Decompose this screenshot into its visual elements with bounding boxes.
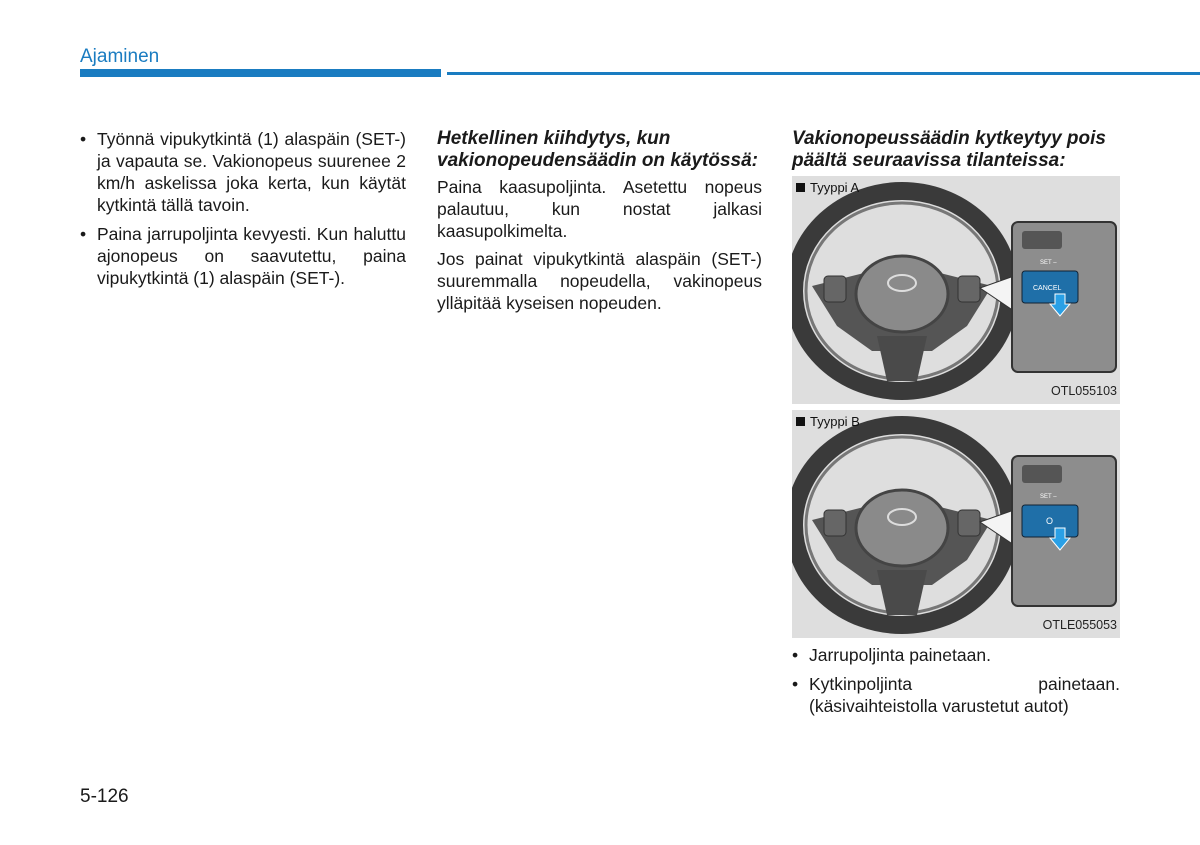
page-number: 5-126 bbox=[80, 786, 129, 807]
steering-wheel-illustration bbox=[792, 410, 1120, 638]
bullet-item: • Jarrupoljinta painetaan. bbox=[792, 644, 1120, 666]
figure-code: OTLE055053 bbox=[1042, 618, 1117, 632]
steering-wheel-figure-b bbox=[792, 410, 1120, 638]
square-bullet-icon bbox=[796, 417, 805, 426]
column-middle bbox=[437, 128, 762, 320]
square-bullet-icon bbox=[796, 183, 805, 192]
paragraph: Jos painat vipukytkintä alaspäin (SET-) suuremmalla nopeudella, vakinopeus ylläpitää kyseisen nopeuden. bbox=[437, 249, 762, 313]
bullet-item: • Työnnä vipukytkintä (1) alaspäin (SET-) ja vapauta se. Vakionopeus suurenee 2 km/h askelissa joka kerta, kun käytät kytkintä tällä tavoin. bbox=[80, 128, 406, 216]
figure-type-text: Tyyppi A bbox=[810, 180, 860, 195]
figure-code: OTL055103 bbox=[1050, 384, 1117, 398]
cancel-label: CANCEL bbox=[1033, 285, 1062, 292]
bullet-item: • Paina jarrupoljinta kevyesti. Kun haluttu ajonopeus on saavutettu, paina vipukytkintä (1) alaspäin (SET-). bbox=[80, 223, 406, 289]
figure-label bbox=[796, 411, 860, 433]
column-left bbox=[80, 128, 406, 296]
figure-label bbox=[796, 177, 859, 199]
steering-wheel-illustration bbox=[792, 176, 1120, 404]
bullet-item: • Kytkinpoljinta painetaan. (käsivaihteistolla varustetut autot) bbox=[792, 673, 1120, 717]
header-rule-thin bbox=[447, 72, 1200, 75]
steering-wheel-figure-a bbox=[792, 176, 1120, 404]
set-label: SET – bbox=[1040, 494, 1057, 500]
set-label: SET – bbox=[1040, 260, 1057, 266]
header-rule-thick bbox=[80, 69, 441, 77]
power-label: O bbox=[1046, 516, 1054, 526]
section-heading: Vakionopeussäädin kytkeytyy pois päältä seuraavissa tilanteissa: bbox=[792, 128, 1106, 171]
section-title: Ajaminen bbox=[80, 46, 160, 67]
section-heading: Hetkellinen kiihdytys, kun vakionopeudensäädin on käytössä: bbox=[437, 128, 758, 171]
column-right bbox=[792, 128, 1120, 724]
figure-type-text: Tyyppi B bbox=[810, 414, 860, 429]
paragraph: Paina kaasupoljinta. Asetettu nopeus palautuu, kun nostat jalkasi kaasupolkimelta. bbox=[437, 177, 762, 241]
